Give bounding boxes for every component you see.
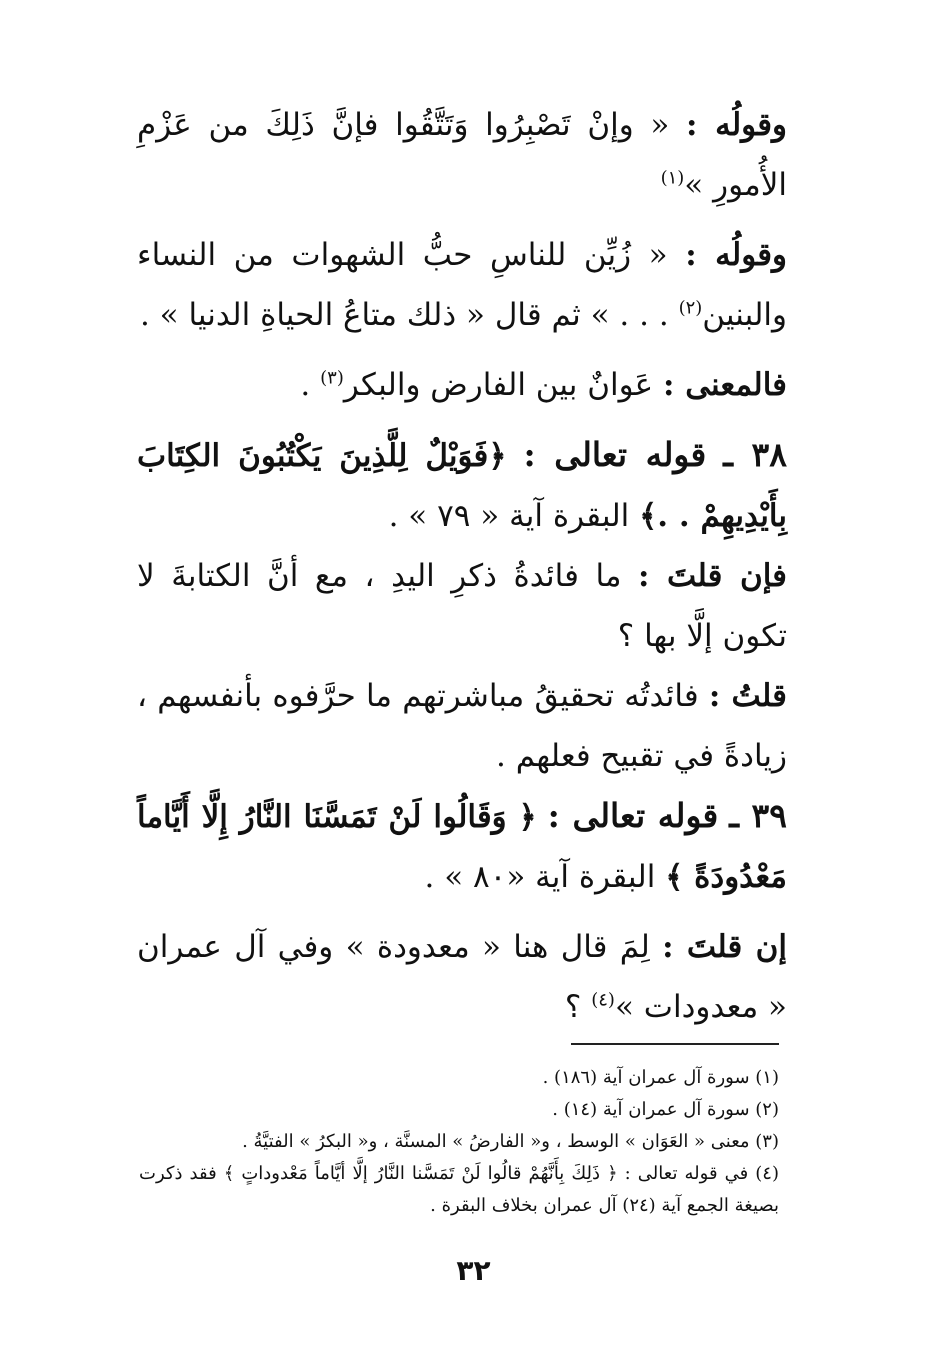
footnote-ref-2[interactable]: (٢) xyxy=(678,297,703,319)
footnote-2: (٢) سورة آل عمران آية (١٤) . xyxy=(552,1099,779,1120)
ayah-reference: البقرة آية « ٧٩ » . xyxy=(388,498,630,534)
ayah-reference: البقرة آية «٨٠ » . xyxy=(424,859,656,895)
paragraph-text: عَوانٌ بين الفارض والبكر xyxy=(343,367,663,403)
paragraph-tail: . . . » ثم قال « ذلك متاعُ الحياةِ الدنيا » . xyxy=(139,297,679,333)
paragraph-lead: وقولُه : xyxy=(686,107,787,143)
question-39 xyxy=(137,917,787,1037)
footnote-ref-4[interactable]: (٤) xyxy=(591,989,615,1011)
verse-intro: قوله تعالى : xyxy=(547,796,719,835)
question-lead: فإن قلتَ : xyxy=(638,558,787,594)
footnote-3: (٣) معنى « العَوَان » الوسط ، و« الفارضُ » المسنَّة ، و« البكرُ » الفتيَّةُ . xyxy=(242,1131,779,1152)
answer-text: فائدتُه تحقيقُ مباشرتهم ما حرَّفوه بأنفسهم ، زيادةً في تقبيح فعلهم . xyxy=(137,678,787,774)
footnote-1: (١) سورة آل عمران آية (١٨٦) . xyxy=(542,1067,779,1088)
question-text: ما فائدةُ ذكرِ اليدِ ، مع أنَّ الكتابةَ لا تكون إلَّا بها ؟ xyxy=(137,558,787,654)
ayah-text: ﴿فَوَيْلٌ لِلَّذِينَ يَكْتُبُونَ الكِتَابَ بِأَيْدِيهِمْ . .﴾ xyxy=(137,438,787,534)
paragraph-quote-2 xyxy=(137,225,787,345)
paragraph-quote-1 xyxy=(137,95,787,215)
paragraph-text: « وإنْ تَصْبِرُوا وَتَتَّقُوا فإنَّ ذَلِكَ من عَزْمِ الأُمورِ » xyxy=(137,107,787,203)
page-number: ٣٢ xyxy=(456,1254,491,1287)
paragraph-text: « زُيِّن للناسِ حبُّ الشهوات من النساء والبنين xyxy=(137,237,787,333)
answer-lead: قلتُ : xyxy=(708,678,787,714)
answer-38 xyxy=(137,666,787,786)
question-tail: ؟ xyxy=(564,989,592,1025)
page-body xyxy=(137,95,787,1037)
footnote-ref-3[interactable]: (٣) xyxy=(320,367,344,389)
verse-39-heading xyxy=(137,786,787,907)
question-38 xyxy=(137,546,787,666)
footnote-divider xyxy=(571,1043,779,1045)
paragraph-lead: وقولُه : xyxy=(685,237,788,273)
paragraph-meaning xyxy=(137,355,787,415)
paragraph-tail: . xyxy=(300,367,321,403)
verse-number: ٣٩ ـ xyxy=(729,796,787,835)
footnote-ref-1[interactable]: (١) xyxy=(660,167,685,189)
paragraph-lead: فالمعنى : xyxy=(662,367,787,403)
verse-intro: قوله تعالى : xyxy=(523,435,707,474)
ayah-text: ﴿ وَقَالُوا لَنْ تَمَسَّنَا النَّارُ إِلَّا أَيَّاماً مَعْدُودَةً ﴾ xyxy=(137,799,787,895)
verse-number: ٣٨ ـ xyxy=(723,435,787,474)
footnotes xyxy=(139,1062,779,1222)
footnote-4: (٤) في قوله تعالى : ﴿ ذَلِكَ بِأَنَّهُمْ قالُوا لَنْ تَمَسَّنا النَّارُ إلَّا أيَّاماً مَعْدوداتٍ ﴾ فقد ذكرت بصيغة الجمع آية (٢٤) آل عمران بخلاف البقرة . xyxy=(139,1163,779,1216)
verse-38-heading xyxy=(137,425,787,546)
question-text: لِمَ قال هنا « معدودة » وفي آل عمران « معدودات » xyxy=(137,929,787,1025)
question-lead: إن قلتَ : xyxy=(662,929,787,965)
